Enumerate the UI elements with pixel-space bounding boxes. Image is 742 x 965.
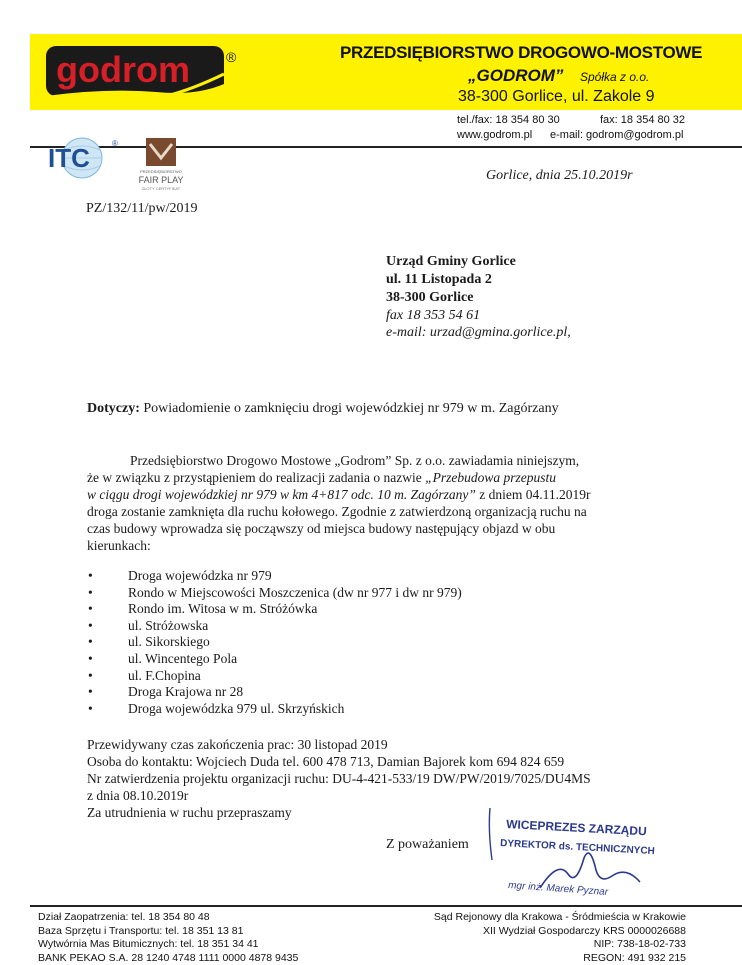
company-legal-form: Spółka z o.o. (580, 70, 649, 84)
bullet: • (88, 701, 93, 717)
footer-right-line: Sąd Rejonowy dla Krakowa - Śródmieścia w Krakowie (434, 911, 686, 925)
detour-item-text: Droga wojewódzka nr 979 (128, 568, 272, 584)
paragraph-line-5: czas budowy wprowadza się począwszy od miejsca budowy następujący objazd w obu (87, 520, 647, 537)
recipient-city: 38-300 Gorlice (386, 289, 571, 307)
stamp-line-1: WICEPREZES ZARZĄDU (506, 817, 647, 838)
recipient-fax: fax 18 353 54 61 (386, 307, 571, 324)
detour-item-text: ul. Wincentego Pola (128, 651, 237, 667)
company-quoted-name: „GODROM” (468, 66, 563, 86)
itc-registered-mark: ® (112, 139, 118, 148)
recipient-email: e-mail: urzad@gmina.gorlice.pl, (386, 324, 571, 341)
footer-rule (30, 905, 742, 907)
company-address: 38-300 Gorlice, ul. Zakole 9 (458, 88, 655, 106)
logo-text: godrom (56, 49, 190, 90)
bullet: • (88, 601, 93, 617)
stamp-line-2: DYREKTOR ds. TECHNICZNYCH (500, 838, 655, 857)
place-date: Gorlice, dnia 25.10.2019r (486, 168, 633, 184)
bullet: • (88, 618, 93, 634)
footer-right-line: NIP: 738-18-02-733 (434, 938, 686, 952)
detour-item-text: Droga Krajowa nr 28 (128, 684, 243, 700)
itc-certificate-logo (42, 136, 122, 180)
fairplay-sub: ZŁOTY CERTYFIKAT (142, 186, 181, 191)
subject-line (87, 401, 559, 417)
detour-item-text: Droga wojewódzka 979 ul. Skrzyńskich (128, 701, 344, 717)
recipient-name: Urząd Gminy Gorlice (386, 253, 571, 271)
bullet: • (88, 568, 93, 584)
footer-left-line: Wytwórnia Mas Bitumicznych: tel. 18 351 34 41 (38, 938, 298, 952)
completion-line: Przewidywany czas zakończenia prac: 30 listopad 2019 (87, 736, 591, 753)
company-website[interactable]: www.godrom.pl (457, 129, 532, 141)
paragraph-line-6: kierunkach: (87, 537, 647, 554)
detour-item-text: ul. Sikorskiego (128, 634, 210, 650)
footer-right (434, 911, 686, 965)
contact-line: Osoba do kontaktu: Wojciech Duda tel. 600 478 713, Damian Bajorek kom 694 824 659 (87, 753, 591, 770)
paragraph-line-4: droga zostanie zamknięta dla ruchu kołowego. Zgodnie z zatwierdzoną organizacją ruchu na (87, 503, 647, 520)
company-telfax: tel./fax: 18 354 80 30 (457, 114, 560, 126)
footer-left (38, 911, 298, 965)
fairplay-label: FAIR PLAY (139, 175, 184, 185)
godrom-logo (46, 44, 242, 104)
task-name-start: „Przebudowa przepustu (425, 470, 556, 485)
recipient-street: ul. 11 Listopada 2 (386, 271, 571, 289)
paragraph-line-2a: że w związku z przystąpieniem do realizacji zadania o nazwie (87, 470, 425, 485)
task-name-end: w ciągu drogi wojewódzkiej nr 979 w km 4+817 odc. 10 m. Zagórzany” (87, 487, 476, 502)
subject-text: Powiadomienie o zamknięciu drogi wojewódzkiej nr 979 w m. Zagórzany (143, 401, 558, 416)
footer-left-line: BANK PEKAO S.A. 28 1240 4748 1111 0000 4878 9435 (38, 952, 298, 965)
bullet: • (88, 585, 93, 601)
bullet: • (88, 634, 93, 650)
footer-left-line: Baza Sprzętu i Transportu: tel. 18 351 13 81 (38, 925, 298, 939)
paragraph-line-3b: z dniem 04.11.2019r (476, 487, 591, 502)
footer-right-line: XII Wydział Gospodarczy KRS 0000026688 (434, 925, 686, 939)
approval-line: Nr zatwierdzenia projektu organizacji ruchu: DU-4-421-533/19 DW/PW/2019/7025/DU4MS (87, 770, 591, 787)
regards: Z poważaniem (386, 837, 469, 853)
registered-mark: ® (226, 49, 237, 65)
body-paragraph (87, 452, 647, 554)
bullet: • (88, 651, 93, 667)
stamp-line-3: mgr inż. Marek Pyznar (508, 880, 609, 898)
signature-stamp (480, 790, 680, 910)
approval-date-line: z dnia 08.10.2019r (87, 787, 591, 804)
company-fax: fax: 18 354 80 32 (600, 114, 685, 126)
subject-label: Dotyczy: (87, 401, 140, 416)
paragraph-line-2 (87, 469, 647, 486)
detour-item-text: Rondo w Miejscowości Moszczenica (dw nr 977 i dw nr 979) (128, 585, 462, 601)
footer-left-line: Dział Zaopatrzenia: tel. 18 354 80 48 (38, 911, 298, 925)
letter-reference: PZ/132/11/pw/2019 (86, 201, 198, 217)
apology-line: Za utrudnienia w ruchu przepraszamy (87, 804, 591, 821)
itc-text: ITC (48, 143, 90, 173)
paragraph-line-3 (87, 486, 647, 503)
recipient-block (386, 253, 571, 341)
footer-right-line: REGON: 491 932 215 (434, 952, 686, 965)
fair-play-certificate-logo (134, 138, 194, 194)
detour-item-text: ul. Stróżowska (128, 618, 208, 634)
company-email[interactable]: e-mail: godrom@godrom.pl (550, 129, 683, 141)
bullet: • (88, 684, 93, 700)
fairplay-small: PRZEDSIĘBIORSTWO (140, 169, 182, 174)
detour-item-text: ul. F.Chopina (128, 668, 201, 684)
paragraph-line-1: Przedsiębiorstwo Drogowo Mostowe „Godrom” Sp. z o.o. zawiadamia niniejszym, (87, 452, 647, 469)
detour-item-text: Rondo im. Witosa w m. Stróżówka (128, 601, 317, 617)
bullet: • (88, 668, 93, 684)
company-name: PRZEDSIĘBIORSTWO DROGOWO-MOSTOWE (340, 43, 702, 63)
